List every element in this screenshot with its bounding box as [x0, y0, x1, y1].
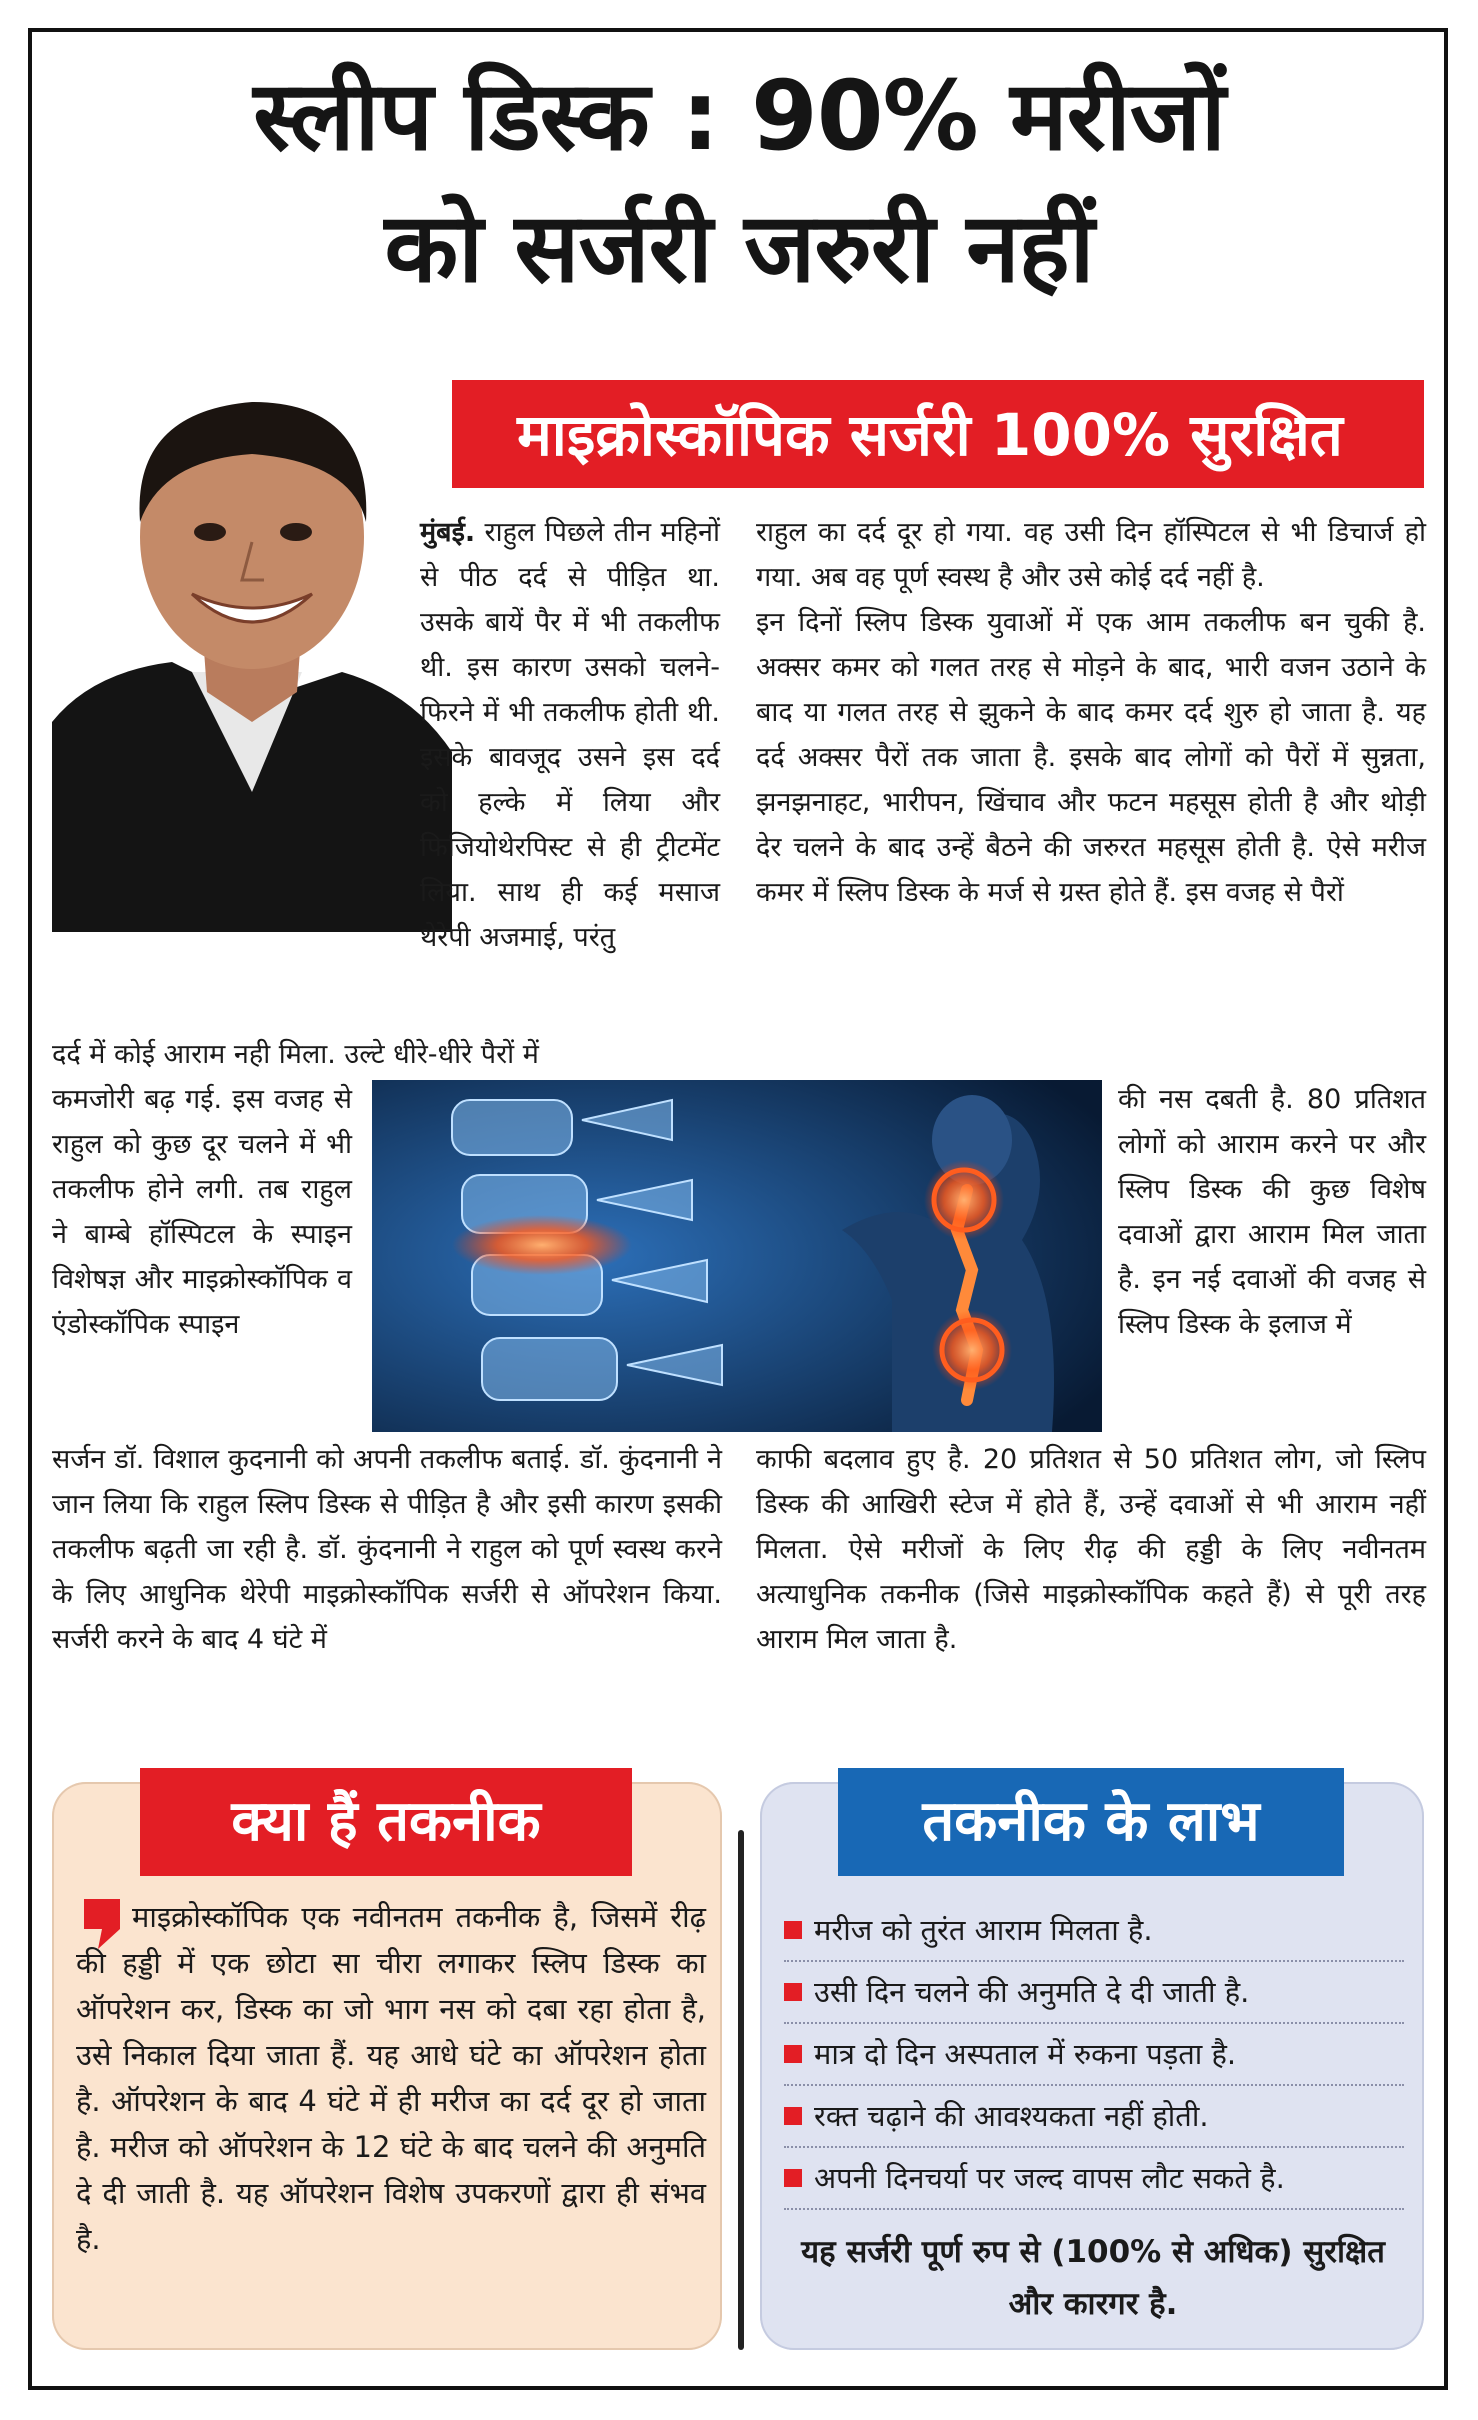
benefit-item [784, 2148, 1404, 2210]
technique-text: माइक्रोस्कॉपिक एक नवीनतम तकनीक है, जिसमें रीढ़ की हड्डी में एक छोटा सा चीरा लगाकर स्लिप डिस्क का ऑपरेशन कर, डिस्क का जो भाग नस को दबा रहा होता है, उसे निकाल दिया जाता हैं. यह आधे घंटे का ऑपरेशन होता है. ऑपरेशन के बाद 4 घंटे में ही मरीज का दर्द दूर हो जाता है. मरीज को ऑपरेशन के 12 घंटे के बाद चलने की अनुमति दे दी जाती है. यह ऑपरेशन विशेष उपकरणों द्वारा ही संभव है. [76, 1900, 706, 2256]
red-square-icon [784, 2107, 802, 2125]
benefit-item [784, 2024, 1404, 2086]
dateline: मुंबई. [420, 517, 476, 548]
benefit-item [784, 1962, 1404, 2024]
benefit-text: उसी दिन चलने की अनुमति दे दी जाती है. [814, 1975, 1250, 2009]
technique-box-title: क्या हैं तकनीक [140, 1768, 632, 1876]
benefit-item [784, 1900, 1404, 1962]
red-square-icon [784, 2045, 802, 2063]
article-col1-top [420, 510, 720, 960]
box-divider [738, 1830, 744, 2350]
headline-line2: को सर्जरी जरुरी नहीं [384, 192, 1094, 304]
red-square-icon [784, 1921, 802, 1939]
article-col1-wrap: कमजोरी बढ़ गई. इस वजह से राहुल को कुछ दूर चलने में भी तकलीफ होने लगी. तब राहुल ने बाम्बे हॉस्पिटल के स्पाइन विशेषज्ञ और माइक्रोस्कॉपिक व एंडोस्कॉपिक स्पाइन [52, 1084, 352, 1340]
benefit-text: अपनी दिनचर्या पर जल्द वापस लौट सकते है. [814, 2161, 1285, 2195]
benefit-text: मात्र दो दिन अस्पताल में रुकना पड़ता है. [814, 2037, 1237, 2071]
headline [40, 50, 1438, 314]
benefits-note: यह सर्जरी पूर्ण रुप से (100% से अधिक) सुरक्षित और कारगर है. [801, 2234, 1385, 2322]
subheadline: माइक्रोस्कॉपिक सर्जरी 100% सुरक्षित [517, 401, 1343, 469]
benefits-box-title: तकनीक के लाभ [838, 1768, 1344, 1876]
headline-line1: स्लीप डिस्क : 90% मरीजों [253, 60, 1225, 172]
spine-illustration [372, 1080, 1102, 1432]
col2-paragraph-1: राहुल का दर्द दूर हो गया. वह उसी दिन हॉस्पिटल से भी डिचार्ज हो गया. अब वह पूर्ण स्वस्थ है और उसे कोई दर्द नहीं है. [756, 517, 1426, 593]
article-col2-bottom: काफी बदलाव हुए है. 20 प्रतिशत से 50 प्रतिशत लोग, जो स्लिप डिस्क की आखिरी स्टेज में होते हैं, उन्हें दवाओं से भी आराम नहीं मिलता. ऐसे मरीजों के लिए रीढ़ की हड्डी के लिए नवीनतम अत्याधुनिक तकनीक (जिसे माइक्रोस्कॉपिक कहते हैं) से पूरी तरह आराम मिल जाता है. [756, 1444, 1426, 1655]
col2-paragraph-2: इन दिनों स्लिप डिस्क युवाओं में एक आम तकलीफ बन चुकी है. अक्सर कमर को गलत तरह से मोड़ने के बाद, भारी वजन उठाने के बाद या गलत तरह से झुकने के बाद कमर दर्द शुरु हो जाता है. यह दर्द अक्सर पैरों तक जाता है. इसके बाद लोगों को पैरों में सुन्नता, झनझनाहट, भारीपन, खिंचाव और फटन महसूस होती है और थोड़ी देर चलने के बाद उन्हें बैठने की जरुरत महसूस होती है. ऐसे मरीज कमर में स्लिप डिस्क के मर्ज से ग्रस्त होते हैं. इस वजह से पैरों [756, 607, 1426, 908]
article-col1-full-line: दर्द में कोई आराम नही मिला. उल्टे धीरे-धीरे पैरों में [52, 1039, 539, 1070]
red-square-icon [784, 2169, 802, 2187]
article-col1-bottom: सर्जन डॉ. विशाल कुदनानी को अपनी तकलीफ बताई. डॉ. कुंदनानी ने जान लिया कि राहुल स्लिप डिस्क से पीड़ित है और इसी कारण इसकी तकलीफ बढ़ती जा रही है. डॉ. कुंदनानी ने राहुल को पूर्ण स्वस्थ करने के लिए आधुनिक थेरेपी माइक्रोस्कॉपिक सर्जरी से ऑपरेशन किया. सर्जरी करने के बाद 4 घंटे में [52, 1444, 722, 1655]
doctor-portrait [52, 372, 452, 932]
technique-box-body [76, 1894, 706, 2262]
benefits-list [784, 1900, 1404, 2210]
benefit-text: मरीज को तुरंत आराम मिलता है. [814, 1913, 1153, 1947]
article-col2-top [756, 510, 1426, 915]
quote-mark-icon [80, 1895, 124, 1953]
benefit-text: रक्त चढ़ाने की आवश्यकता नहीं होती. [814, 2099, 1209, 2133]
article-col2-wrap: की नस दबती है. 80 प्रतिशत लोगों को आराम करने पर और स्लिप डिस्क की कुछ विशेष दवाओं द्वारा आराम मिल जाता है. इन नई दवाओं की वजह से स्लिप डिस्क के इलाज में [1118, 1084, 1426, 1340]
red-square-icon [784, 1983, 802, 2001]
col1-top-text: राहुल पिछले तीन महिनों से पीठ दर्द से पीड़ित था. उसके बायें पैर में भी तकलीफ थी. इस कारण उसको चलने-फिरने में भी तकलीफ होती थी. इसके बावजूद उसने इस दर्द को हल्के में लिया और फिजियोथेरपिस्ट से ही ट्रीटमेंट लिया. साथ ही कई मसाज थेरेपी अजमाई, परंतु [420, 517, 720, 953]
benefit-item [784, 2086, 1404, 2148]
